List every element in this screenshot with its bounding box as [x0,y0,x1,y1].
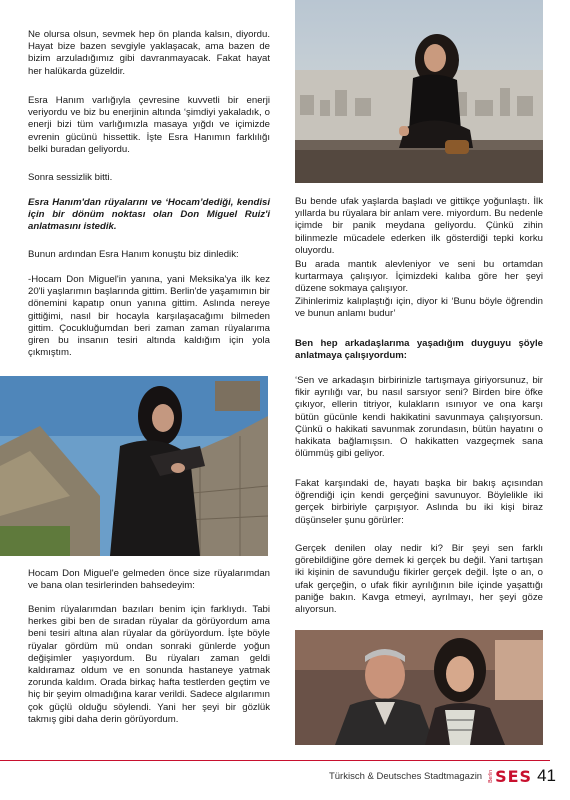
man-and-woman-portrait-photo [295,630,543,745]
city-label: Berlin [488,769,495,783]
paragraph: Gerçek denilen olay nedir ki? Bir şeyi sen farklı görebildiğine göre demek ki gerçek bu değil. Yani tartışan iki kişinin de savunduğu fikirler gerçek değil. İşte o an, o ufak gerçeğin, o ufak fikir ayrılığının bile içinde yaşattığı paniğe bakın. Kavga etmeyi, ayrılmayı, her şeyi göze alıyorsun. [295,543,543,616]
paragraph: Ne olursa olsun, sevmek hep ön planda kalsın, diyordu. Hayat bize bazen sevgiyle yaklaşacak, ama bazen de bizim arzuladığımız gibi davranmayacak. Fakat hayat her halükarda güzeldir. [28,29,270,77]
page-number: 41 [537,766,556,785]
paragraph: Bu arada mantık alevleniyor ve seni bu ortamdan kurtarmaya çalışıyor. İçimizdeki kalıba göre her şeyi düzene sokmaya çalışıyor. [295,259,543,295]
paragraph: Hocam Don Miguel'e gelmeden önce size rüyalarımdan ve bana olan tesirlerinden bahsedeyim: [28,568,270,592]
paragraph: ‘Sen ve arkadaşın birbirinizle tartışmaya giriyorsunuz, bir fikir ayrılığı var, bu nasıl sarsıyor seni? Birden bire öfke çıkıyor, ellerin titriyor, kulakların ısınıyor ve ona karşı bütün gücünle kendi hakikatini savunmaya çalışıyorsun. Çünkü o hakikati savunmak zorundasın, bütün hayatını o hakikata bağlamışsın. O hakikatten vazgeçmek sana ölümmüş gibi geliyor. [295,375,543,460]
ses-logo: SES [495,766,533,786]
footer-rule [0,760,550,761]
woman-pyramid-wall-photo [0,376,268,556]
magazine-name: Türkisch & Deutsches Stadtmagazin [328,770,483,782]
paragraph: -Hocam Don Miguel'in yanına, yani Meksika'ya ilk kez 20'li yaşlarımın başlarında gittim. Berlin'de yaşamımın bir dönemini kapatıp onun yanına gittim. Aslında nereye gittiğimi, nasıl bir hocayla karşılaşacağımı bilmeden gittim. Çocukluğumdan beri zaman zaman rüyalarıma giren bu insanın tesiri altında kaldığım için yola çıkmıştım. [28,274,271,359]
paragraph: Zihinlerimiz kalıplaştığı için, diyor ki ‘Bunu böyle öğrendin ve bunun anlamı budur’ [295,296,543,320]
paragraph: Bunun ardından Esra Hanım konuştu biz dinledik: [28,249,239,260]
paragraph: Fakat karşındaki de, hayatı başka bir bakış açısından öğrendiği için kendi gerçeğini savunuyor. Böylelikle iki gerçek birbiriyle çarpışıyor. Aslında bu iki kişi biraz düşünseler şunu görürler: [295,478,543,526]
paragraph: Bu bende ufak yaşlarda başladı ve gittikçe yoğunlaştı. İlk yıllarda bu rüyalara bir anlam vere. miyordum. Bu nedenle içimde bir panik meydana geliyordu. Çünkü zihin bilinmezle mücadele ederken ilk gösterdiği tepki korku oluyordu. [295,196,543,256]
interview-question: Esra Hanım'dan rüyalarını ve ‘Hocam’dediği, kendisi için bir dönüm noktası olan Don Miguel Ruiz'i anlatmasını istedik. [28,197,270,233]
paragraph: Esra Hanım varlığıyla çevresine kuvvetli bir enerji veriyordu ve biz bu enerjinin altında ‘şimdiyi yakaladık, o enerji bizi tüm varlığımızla masaya yığdı ve içimizde evrenin gücünü hissettik. İşte Esra Hanımın farklılığı belki buradan geliyordu. [28,95,270,155]
woman-sitting-city-view-photo [295,0,543,183]
paragraph: Sonra sessizlik bitti. [28,172,113,183]
section-heading: Ben hep arkadaşlarıma yaşadığım duyguyu şöyle anlatmaya çalışıyordum: [295,338,543,362]
page-footer [329,764,556,788]
paragraph: Benim rüyalarımdan bazıları benim için farklıydı. Tabi herkes gibi ben de sıradan rüyalar da görüyordum ama beni tesiri altına alan rüyalar da görüyordum. İşte böyle rüyalar gördüm mü ondan sonraki günlerde yoğun değişimler yaşıyordum. Bu rüyaları zaman geldi kaldıramaz oldum ve en sonunda hastaneye yatmak zorunda kaldım. Orada birkaç hafta testlerden geçtim ve hiç bir şeyim olmadığına karar verildi. Sadece algılarımın çok güçlü olduğu söylendi. Yani her şeyi bir gözlük takmış gibi daha derin görüyordum. [28,604,270,725]
